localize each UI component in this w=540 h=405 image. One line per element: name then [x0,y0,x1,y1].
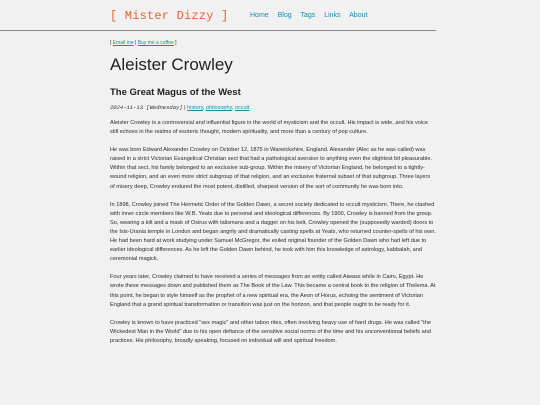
paragraph: In 1898, Crowley joined The Hermetic Order of the Golden Dawn, a secret society dedicated to occult mysticism. There, he clashed with inner-circle members like W.B. Yeats due to personal and ideological differences. By 1900, Crowley is banned from the group. So, wearing a kilt and a mask of Osirus with talismans and a dagger on his belt, Crowley opened the (supposedly warded) doors to the Isis-Urania temple in London and began angrily and dramatically casting spells at Yeats, who returned counter-spells of his own. He had been hard at work studying under Samuel McGregor, the exiled original founder of the Golden Dawn who had left due to earlier ideological differences. As he left the Golden Dawn behind, he took with him this knowledge of astrology, kabbalah, and ceremonial magick. [110,201,436,263]
nav-home-link[interactable]: Home [250,12,269,19]
tag-philosophy-link[interactable]: philosophy [205,105,232,111]
nav-links-link[interactable]: Links [324,12,341,19]
utility-separator: | [135,40,137,46]
site-logo[interactable]: [ Mister Dizzy ] [110,9,229,23]
main-nav [250,12,374,19]
nav-tags-link[interactable]: Tags [300,12,316,19]
site-header [0,0,436,31]
paragraph: He was born Edward Alexander Crowley on October 12, 1875 in Warwickshire, England. Alexander (Alec as he was called) was raised in a strict Victorian Evangelical Christian sect that had a pathological aversion to anything even the slightest bit pleasurable. Within that sect, his family belonged to an exclusive sub-group. Within the misery of Victorian England, he belonged to a tightly-wound religion, and an even more strict subgroup of that religion, and an exclusive fraternal subset of that subgroup. Three layers of misery deep, Crowley endured the most potent, distilled, sharpest version of the sort of community he was born into. [110,147,433,190]
paragraph: Crowley is known to have practiced "sex magic" and other taboo rites, often involving heavy use of hard drugs. He was called "the Wickedest Man in the World" due to his open defiance of the sensitive social norms of the time and his unconventional beliefs and practices. His philosophy, broadly speaking, focused on individual will and spiritual freedom. [110,319,431,344]
paragraph: Aleister Crowley is a controversial and influential figure in the world of mysticism and the occult. His impact is wide, and his voice still echoes in the realms of esoteric thought, modern spirituality, and more than a century of pop culture. [110,120,429,136]
post-title: Aleister Crowley [110,55,233,74]
utility-links [110,40,177,46]
nav-about-link[interactable]: About [349,12,368,19]
meta-separator: | [184,105,186,111]
post-date: 2024-11-13 [Wednesday] [110,104,183,111]
post-meta: 2024-11-13 [Wednesday] | history, philosophy, occult [110,104,250,111]
email-me-link[interactable]: Email me [112,40,134,46]
nav-blog-link[interactable]: Blog [277,12,292,19]
buy-coffee-link[interactable]: Buy me a coffee [137,40,174,46]
post-subtitle: The Great Magus of the West [110,87,241,98]
paragraph: Four years later, Crowley claimed to have received a series of messages from an entity called Aiwass while in Cairo, Egypt. He wrote these messages down and published them as The Book of the Law. This became a central book to the religion of Thelema. At this point, he began to style himself as the prophet of a new spiritual era, the Aeon of Horus, echoing the sentiment of Victorian England that a grand spiritual transformation or transition was just on the horizon, and that people ought to be ready for it. [110,274,436,308]
post-content [110,119,436,355]
tag-history-link[interactable]: history [187,105,203,111]
tag-occult-link[interactable]: occult [234,105,250,111]
utility-bracket-close: ] [175,40,177,46]
utility-bracket-open: [ [110,40,112,46]
